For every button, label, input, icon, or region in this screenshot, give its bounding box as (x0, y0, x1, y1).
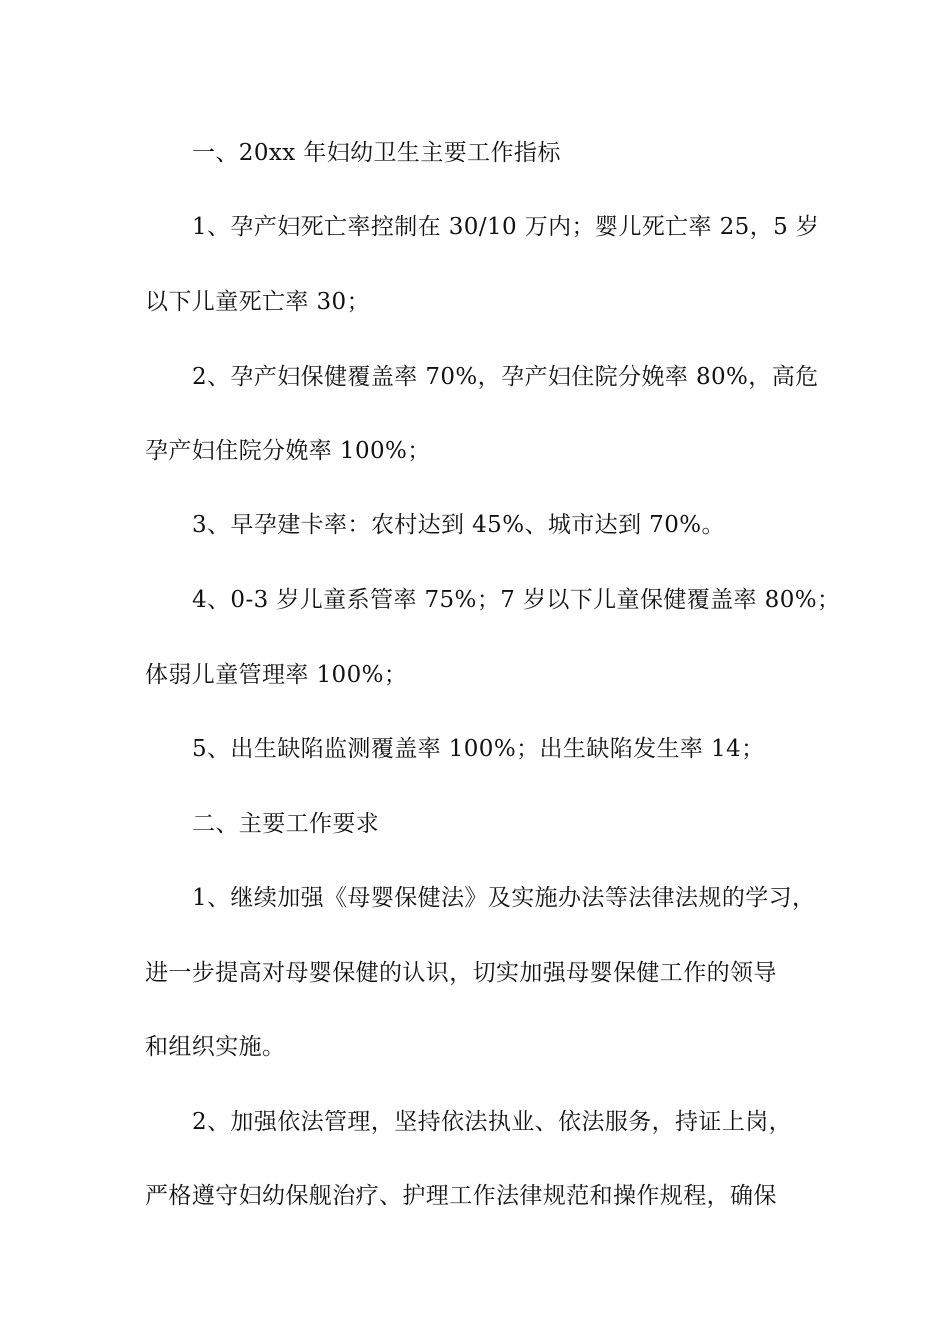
paragraph-line: 3、早孕建卡率：农村达到 45%、城市达到 70%。 (192, 512, 725, 538)
section-heading-requirements: 二、主要工作要求 (192, 811, 380, 837)
paragraph-line: 进一步提高对母婴保健的认识，切实加强母婴保健工作的领导 (145, 960, 777, 986)
paragraph-line: 5、出生缺陷监测覆盖率 100%；出生缺陷发生率 14； (192, 736, 765, 762)
paragraph-line: 和组织实施。 (145, 1034, 286, 1060)
paragraph-line: 2、加强依法管理，坚持依法执业、依法服务，持证上岗， (192, 1109, 793, 1135)
paragraph-line: 孕产妇住院分娩率 100%； (145, 438, 431, 464)
paragraph-line: 2、孕产妇保健覆盖率 70%，孕产妇住院分娩率 80%，高危 (192, 364, 819, 390)
section-heading-indicators: 一、20xx 年妇幼卫生主要工作指标 (192, 140, 561, 166)
paragraph-line: 1、孕产妇死亡率控制在 30/10 万内；婴儿死亡率 25，5 岁 (192, 214, 820, 240)
paragraph-line: 体弱儿童管理率 100%； (145, 662, 408, 688)
paragraph-line: 1、继续加强《母婴保健法》及实施办法等法律法规的学习， (192, 885, 816, 911)
paragraph-line: 以下儿童死亡率 30； (145, 289, 370, 315)
paragraph-line: 4、0-3 岁儿童系管率 75%；7 岁以下儿童保健覆盖率 80%； (192, 587, 841, 613)
paragraph-line: 严格遵守妇幼保舰治疗、护理工作法律规范和操作规程，确保 (145, 1183, 777, 1209)
